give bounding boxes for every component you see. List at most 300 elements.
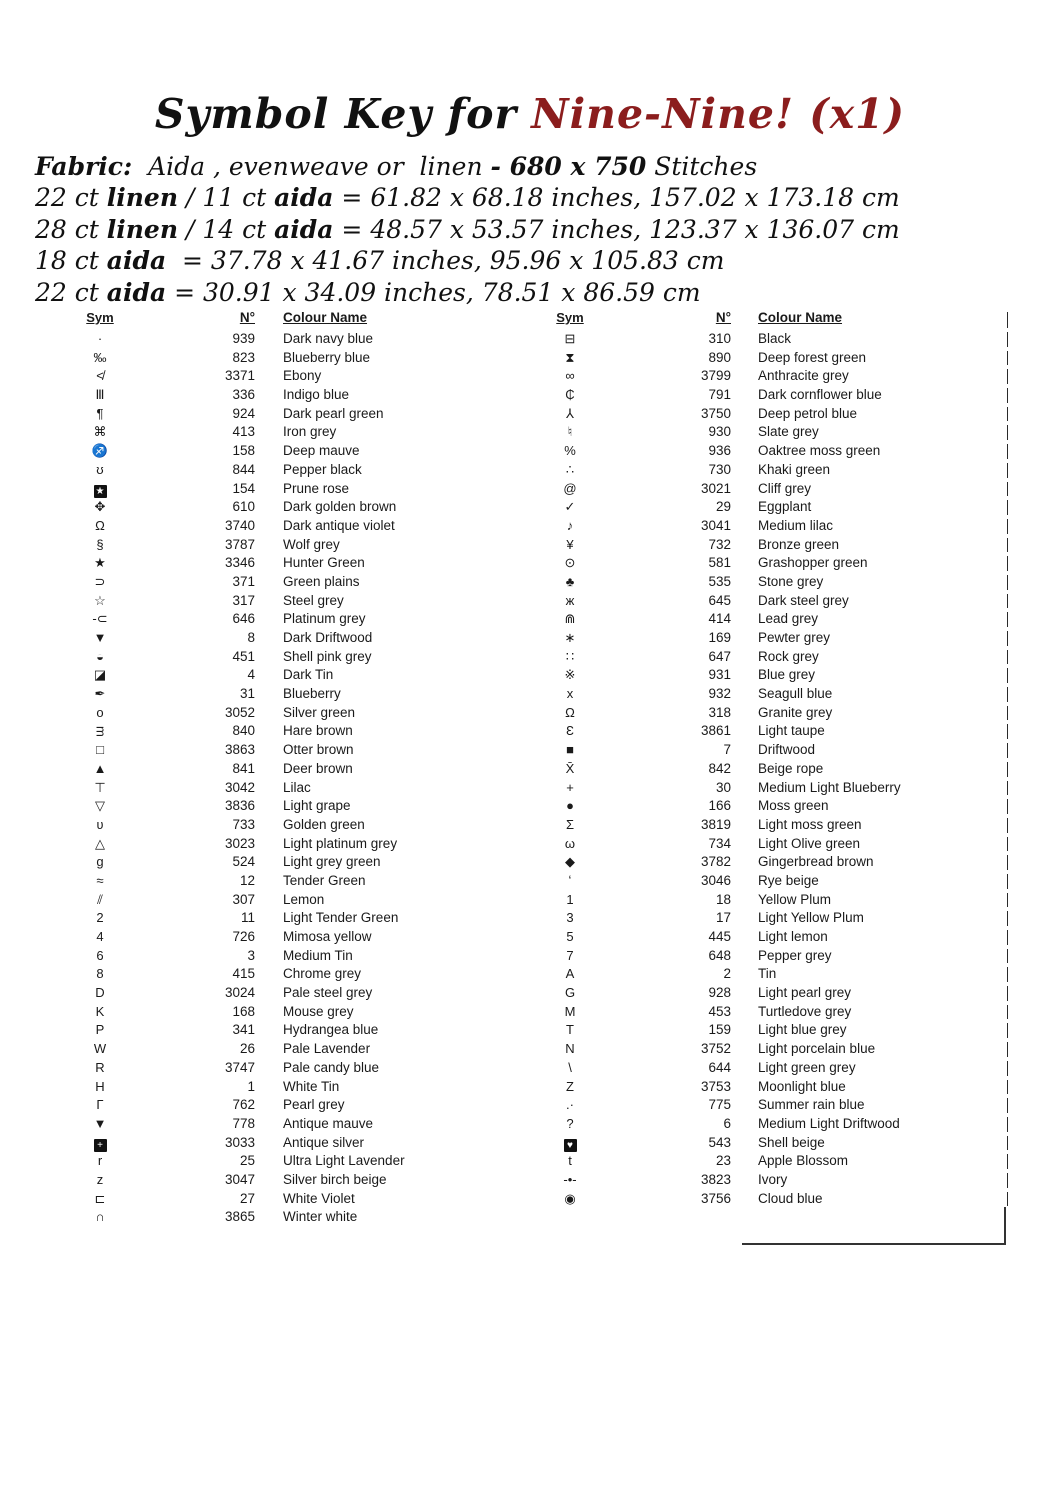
colour-name-cell: Pepper grey [758,947,832,963]
colour-name-cell: Green plains [283,573,360,589]
number-cell: 31 [239,686,255,702]
fabric-text: Aida , evenweave or linen [132,152,491,181]
symbol-cell: ⌘ [93,424,107,440]
number-cell: 3052 [224,704,255,720]
table-row [60,1040,480,1059]
table-row [60,610,480,629]
number-cell: 3865 [224,1209,255,1225]
table-row [60,1059,480,1078]
table-row [533,853,1008,872]
table-row [533,872,1008,891]
colour-name-cell: Summer rain blue [758,1097,865,1113]
table-row [533,386,1008,405]
header-colour-name: Colour Name [758,310,843,325]
symbol-cell: D [95,985,105,1001]
symbol-cell: ⅄ [566,405,574,421]
symbol-cell: -⊂ [92,611,108,627]
number-cell: 318 [708,704,731,720]
symbol-cell: ⋒ [564,611,576,627]
symbol-cell: ※ [564,667,576,683]
table-header [533,310,1008,330]
table-row [60,592,480,611]
symbol-table-right [533,310,1008,1208]
symbol-cell: t [568,1153,572,1169]
number-cell: 4 [247,667,255,683]
symbol-cell: Σ [565,816,575,832]
colour-name-cell: Platinum grey [283,611,366,627]
table-row [533,722,1008,741]
number-cell: 3024 [224,985,255,1001]
number-cell: 3750 [700,405,731,421]
table-row [60,666,480,685]
number-cell: 3747 [224,1059,255,1075]
colour-name-cell: Moss green [758,798,829,814]
table-row [533,816,1008,835]
table-row [533,1021,1008,1040]
fabric-text: / 11 ct [178,183,275,213]
table-row [60,330,480,349]
number-cell: 647 [708,648,731,664]
colour-name-cell: Light blue grey [758,1022,847,1038]
colour-name-cell: White Violet [283,1190,355,1206]
symbol-cell: ж [565,592,575,608]
number-cell: 791 [708,387,731,403]
colour-name-cell: Lead grey [758,611,819,627]
symbol-cell: 6 [96,947,104,963]
table-row [60,779,480,798]
colour-name-cell: Blueberry blue [283,349,371,365]
symbol-cell: .· [566,1097,574,1113]
table-row [60,648,480,667]
number-cell: 939 [232,331,255,346]
number-cell: 3033 [224,1134,255,1150]
number-cell: 18 [715,891,731,907]
colour-name-cell: Light Yellow Plum [758,910,864,926]
table-row [533,835,1008,854]
table-row [60,349,480,368]
symbol-cell: ∗ [564,630,576,645]
number-cell: 3787 [224,536,255,552]
colour-name-cell: Shell pink grey [283,648,372,664]
table-row [533,797,1008,816]
colour-name-cell: Light Tender Green [283,910,399,926]
colour-name-cell: Pepper black [283,461,362,477]
fabric-text: = 61.82 x 68.18 inches, 157.02 x 173.18 cm [333,183,900,213]
symbol-cell: □ [96,742,104,758]
table-body-left [60,330,480,1227]
symbol-cell: ⫽ [97,891,103,907]
symbol-cell: ▼ [93,630,107,645]
number-cell: 3021 [700,480,731,496]
number-cell: 890 [708,349,731,365]
number-cell: 453 [708,1003,731,1019]
table-row [60,629,480,648]
number-cell: 6 [723,1115,731,1131]
colour-name-cell: Steel grey [283,592,344,608]
number-cell: 1 [247,1078,255,1094]
symbol-cell: ✥ [94,499,106,515]
colour-name-cell: Pale steel grey [283,985,373,1001]
header-sym: Sym [556,310,584,325]
table-row [60,461,480,480]
table-row [60,367,480,386]
symbol-cell: \ [568,1059,572,1075]
symbol-cell: H [95,1078,105,1094]
number-cell: 413 [232,424,255,440]
colour-name-cell: Moonlight blue [758,1078,846,1094]
symbol-cell: ◆ [565,854,575,870]
number-cell: 928 [708,985,731,1001]
number-cell: 733 [232,816,255,832]
table-row [533,1059,1008,1078]
number-cell: 169 [708,630,731,645]
table-row [533,1152,1008,1171]
symbol-cell: ■ [566,742,574,758]
fabric-text: 18 ct [35,246,107,276]
number-cell: 840 [232,723,255,739]
number-cell: 844 [232,461,255,477]
colour-name-cell: Light grey green [283,854,381,870]
number-cell: 25 [239,1153,255,1169]
table-row [533,1096,1008,1115]
number-cell: 3861 [700,723,731,739]
number-cell: 3756 [700,1190,731,1206]
number-cell: 166 [708,798,731,814]
fabric-text: aida [106,246,167,276]
colour-name-cell: Light grape [283,798,351,814]
number-cell: 3753 [700,1078,731,1094]
inverse-symbol: ★ [94,485,107,498]
table-row [533,965,1008,984]
colour-name-cell: Mouse grey [283,1003,354,1019]
number-cell: 3823 [700,1171,731,1187]
colour-name-cell: Indigo blue [283,387,350,403]
symbol-cell: ♣ [565,573,575,589]
fabric-text: linen [106,214,179,244]
table-row [60,1208,480,1227]
number-cell: 415 [232,966,255,982]
symbol-cell: M [564,1003,576,1019]
colour-name-cell: Light lemon [758,929,828,944]
symbol-cell: 3 [566,910,574,926]
symbol-cell: z [96,1171,104,1187]
colour-name-cell: Medium Light Driftwood [758,1115,900,1131]
fabric-text: aida [274,183,334,213]
number-cell: 7 [723,742,731,758]
table-row [60,1115,480,1134]
number-cell: 371 [232,573,255,589]
table-row [60,909,480,928]
symbol-cell: ∞ [565,368,575,384]
colour-name-cell: Light moss green [758,816,862,832]
table-row [60,685,480,704]
symbol-cell: Γ [96,1097,104,1113]
symbol-cell: ⊙ [564,555,576,571]
symbol-cell: ● [566,798,574,814]
symbol-cell: ⊤ [94,779,106,795]
symbol-cell [533,1134,607,1153]
symbol-cell: Ɛ [566,723,574,739]
colour-name-cell: Seagull blue [758,686,833,702]
table-row [60,1152,480,1171]
header-colour-name: Colour Name [283,310,368,325]
colour-name-cell: Antique silver [283,1134,365,1150]
colour-name-cell: Hare brown [283,723,353,739]
colour-name-cell: Medium lilac [758,517,834,533]
symbol-cell: 7 [566,947,574,963]
colour-name-cell: Black [758,331,792,346]
symbol-cell: 1 [566,891,574,907]
colour-name-cell: Dark steel grey [758,592,849,608]
table-row [60,386,480,405]
table-row [60,928,480,947]
colour-name-cell: Prune rose [283,480,350,496]
symbol-cell: ≈ [96,872,104,888]
colour-name-cell: Tin [758,966,777,982]
symbol-cell: ʊ [96,461,104,477]
number-cell: 762 [232,1097,255,1113]
symbol-cell: 2 [96,910,104,926]
number-cell: 644 [708,1059,731,1075]
colour-name-cell: Dark pearl green [283,405,384,421]
table-row [60,423,480,442]
colour-name-cell: Cliff grey [758,480,812,496]
table-row [60,891,480,910]
table-row [60,965,480,984]
table-row [60,1171,480,1190]
table-row [533,536,1008,555]
symbol-cell [60,1134,140,1153]
table-row [60,741,480,760]
colour-name-cell: Ivory [758,1171,788,1187]
table-row [533,554,1008,573]
symbol-cell: ᴟ [96,723,104,739]
symbol-cell: R [95,1059,105,1075]
number-cell: 823 [232,349,255,365]
fabric-line [35,151,1035,182]
symbol-cell: -•- [563,1171,577,1187]
table-row [60,835,480,854]
colour-name-cell: Light Olive green [758,835,861,851]
table-row [533,517,1008,536]
colour-name-cell: Medium Tin [283,947,353,963]
symbol-cell: @ [563,480,577,496]
number-cell: 3819 [700,816,731,832]
symbol-cell: △ [95,835,105,851]
colour-name-cell: Bronze green [758,536,840,552]
table-row [60,722,480,741]
number-cell: 3863 [224,742,255,758]
title-prefix: Symbol Key for [154,90,518,138]
symbol-cell: ⧗ [565,349,575,365]
symbol-cell: ʋ [96,816,104,832]
colour-name-cell: Granite grey [758,704,833,720]
number-cell: 581 [708,555,731,571]
colour-name-cell: Tender Green [283,872,366,888]
symbol-cell: ‰ [93,349,107,365]
symbol-cell: ◉ [564,1190,576,1206]
number-cell: 451 [232,648,255,664]
fabric-text: linen [106,183,179,213]
colour-name-cell: Silver green [283,704,356,720]
table-row [533,1115,1008,1134]
table-row [60,536,480,555]
colour-name-cell: Shell beige [758,1134,825,1150]
table-row [60,853,480,872]
number-cell: 3836 [224,798,255,814]
symbol-cell: ω [564,835,576,851]
colour-name-cell: Cloud blue [758,1190,823,1206]
symbol-cell: P [95,1022,105,1038]
number-cell: 341 [232,1022,255,1038]
number-cell: 3752 [700,1041,731,1057]
number-cell: 3371 [224,368,255,384]
table-row [533,367,1008,386]
symbol-cell: X̄ [565,760,575,776]
number-cell: 8 [247,630,255,645]
colour-name-cell: Deer brown [283,760,353,776]
table-row [60,1134,480,1153]
table-row [60,1078,480,1097]
colour-name-cell: Light pearl grey [758,985,852,1001]
number-cell: 29 [715,499,731,515]
colour-name-cell: Wolf grey [283,536,340,552]
fabric-text: = 48.57 x 53.57 inches, 123.37 x 136.07 cm [333,214,900,244]
table-row [533,629,1008,648]
table-border-bottom [742,1243,1006,1245]
fabric-line [35,277,1035,308]
table-row [533,685,1008,704]
symbol-cell: ¶ [96,405,104,421]
inverse-symbol: + [94,1139,107,1152]
symbol-cell: ≮ [96,368,104,384]
symbol-cell: 8 [96,966,104,982]
number-cell: 17 [715,910,731,926]
number-cell: 932 [708,686,731,702]
number-cell: 2 [723,966,731,982]
symbol-cell [60,480,140,499]
table-row [60,947,480,966]
number-cell: 336 [232,387,255,403]
symbol-cell: ʻ [568,872,572,888]
number-cell: 924 [232,405,255,421]
table-row [60,1021,480,1040]
symbol-cell: ∷ [565,648,575,664]
table-row [533,349,1008,368]
number-cell: 11 [240,910,255,926]
symbol-cell: ⊏ [94,1190,106,1206]
colour-name-cell: Grashopper green [758,555,868,571]
symbol-table-left [60,310,480,1227]
number-cell: 317 [232,592,255,608]
table-row [60,760,480,779]
number-cell: 778 [232,1115,255,1131]
colour-name-cell: Medium Light Blueberry [758,779,901,795]
colour-name-cell: Mimosa yellow [283,929,372,944]
colour-name-cell: Yellow Plum [758,891,832,907]
table-row [533,442,1008,461]
table-row [533,891,1008,910]
fabric-text: = 37.78 x 41.67 inches, 95.96 x 105.83 cm [166,246,725,276]
number-cell: 842 [708,760,731,776]
symbol-cell: ✓ [564,499,576,515]
symbol-cell: + [566,779,574,795]
symbol-cell: · [97,331,103,346]
colour-name-cell: Dark Tin [283,667,334,683]
number-cell: 726 [232,929,255,944]
number-cell: 3346 [224,555,255,571]
colour-name-cell: White Tin [283,1078,340,1094]
table-row [60,816,480,835]
colour-name-cell: Iron grey [283,424,337,440]
table-row [60,442,480,461]
colour-name-cell: Light platinum grey [283,835,398,851]
number-cell: 307 [232,891,255,907]
title-pattern-name: Nine-Nine! (x1) [531,90,906,138]
number-cell: 610 [232,499,255,515]
number-cell: 535 [708,573,731,589]
symbol-cell: % [564,443,576,459]
symbol-cell: x [566,686,574,702]
symbol-cell: ◪ [93,667,107,683]
table-header [60,310,480,330]
table-row [533,666,1008,685]
table-row [533,779,1008,798]
colour-name-cell: Hunter Green [283,555,365,571]
symbol-cell: ▼ [93,1115,107,1131]
number-cell: 3046 [700,872,731,888]
number-cell: 3799 [700,368,731,384]
page-title [0,90,1060,138]
fabric-text: / 14 ct [178,214,275,244]
colour-name-cell: Blueberry [283,686,341,702]
number-cell: 3041 [700,517,731,533]
symbol-cell: ? [566,1115,574,1131]
table-border-right [1004,1207,1006,1244]
number-cell: 3 [247,947,255,963]
table-row [60,405,480,424]
number-cell: 30 [715,779,731,795]
table-row [533,573,1008,592]
colour-name-cell: Lilac [283,779,311,795]
symbol-cell: ★ [94,555,106,571]
colour-name-cell: Driftwood [758,742,816,758]
table-row [533,648,1008,667]
colour-name-cell: Ebony [283,368,322,384]
table-row [60,554,480,573]
fabric-line [35,182,1035,213]
inverse-symbol: ♥ [564,1139,577,1152]
colour-name-cell: Antique mauve [283,1115,374,1131]
table-row [533,1040,1008,1059]
table-body-right [533,330,1008,1208]
symbol-cell: ☆ [94,592,106,608]
colour-name-cell: Pale candy blue [283,1059,380,1075]
colour-name-cell: Rye beige [758,872,819,888]
number-cell: 524 [232,854,255,870]
symbol-cell: ◒ [96,648,104,664]
header-number: N° [715,310,731,325]
table-row [60,704,480,723]
colour-name-cell: Golden green [283,816,365,832]
colour-name-cell: Pewter grey [758,630,831,645]
table-row [533,704,1008,723]
colour-name-cell: Lemon [283,891,325,907]
symbol-cell: Ω [95,517,105,533]
table-row [60,498,480,517]
table-row [533,498,1008,517]
fabric-text: aida [106,277,167,307]
